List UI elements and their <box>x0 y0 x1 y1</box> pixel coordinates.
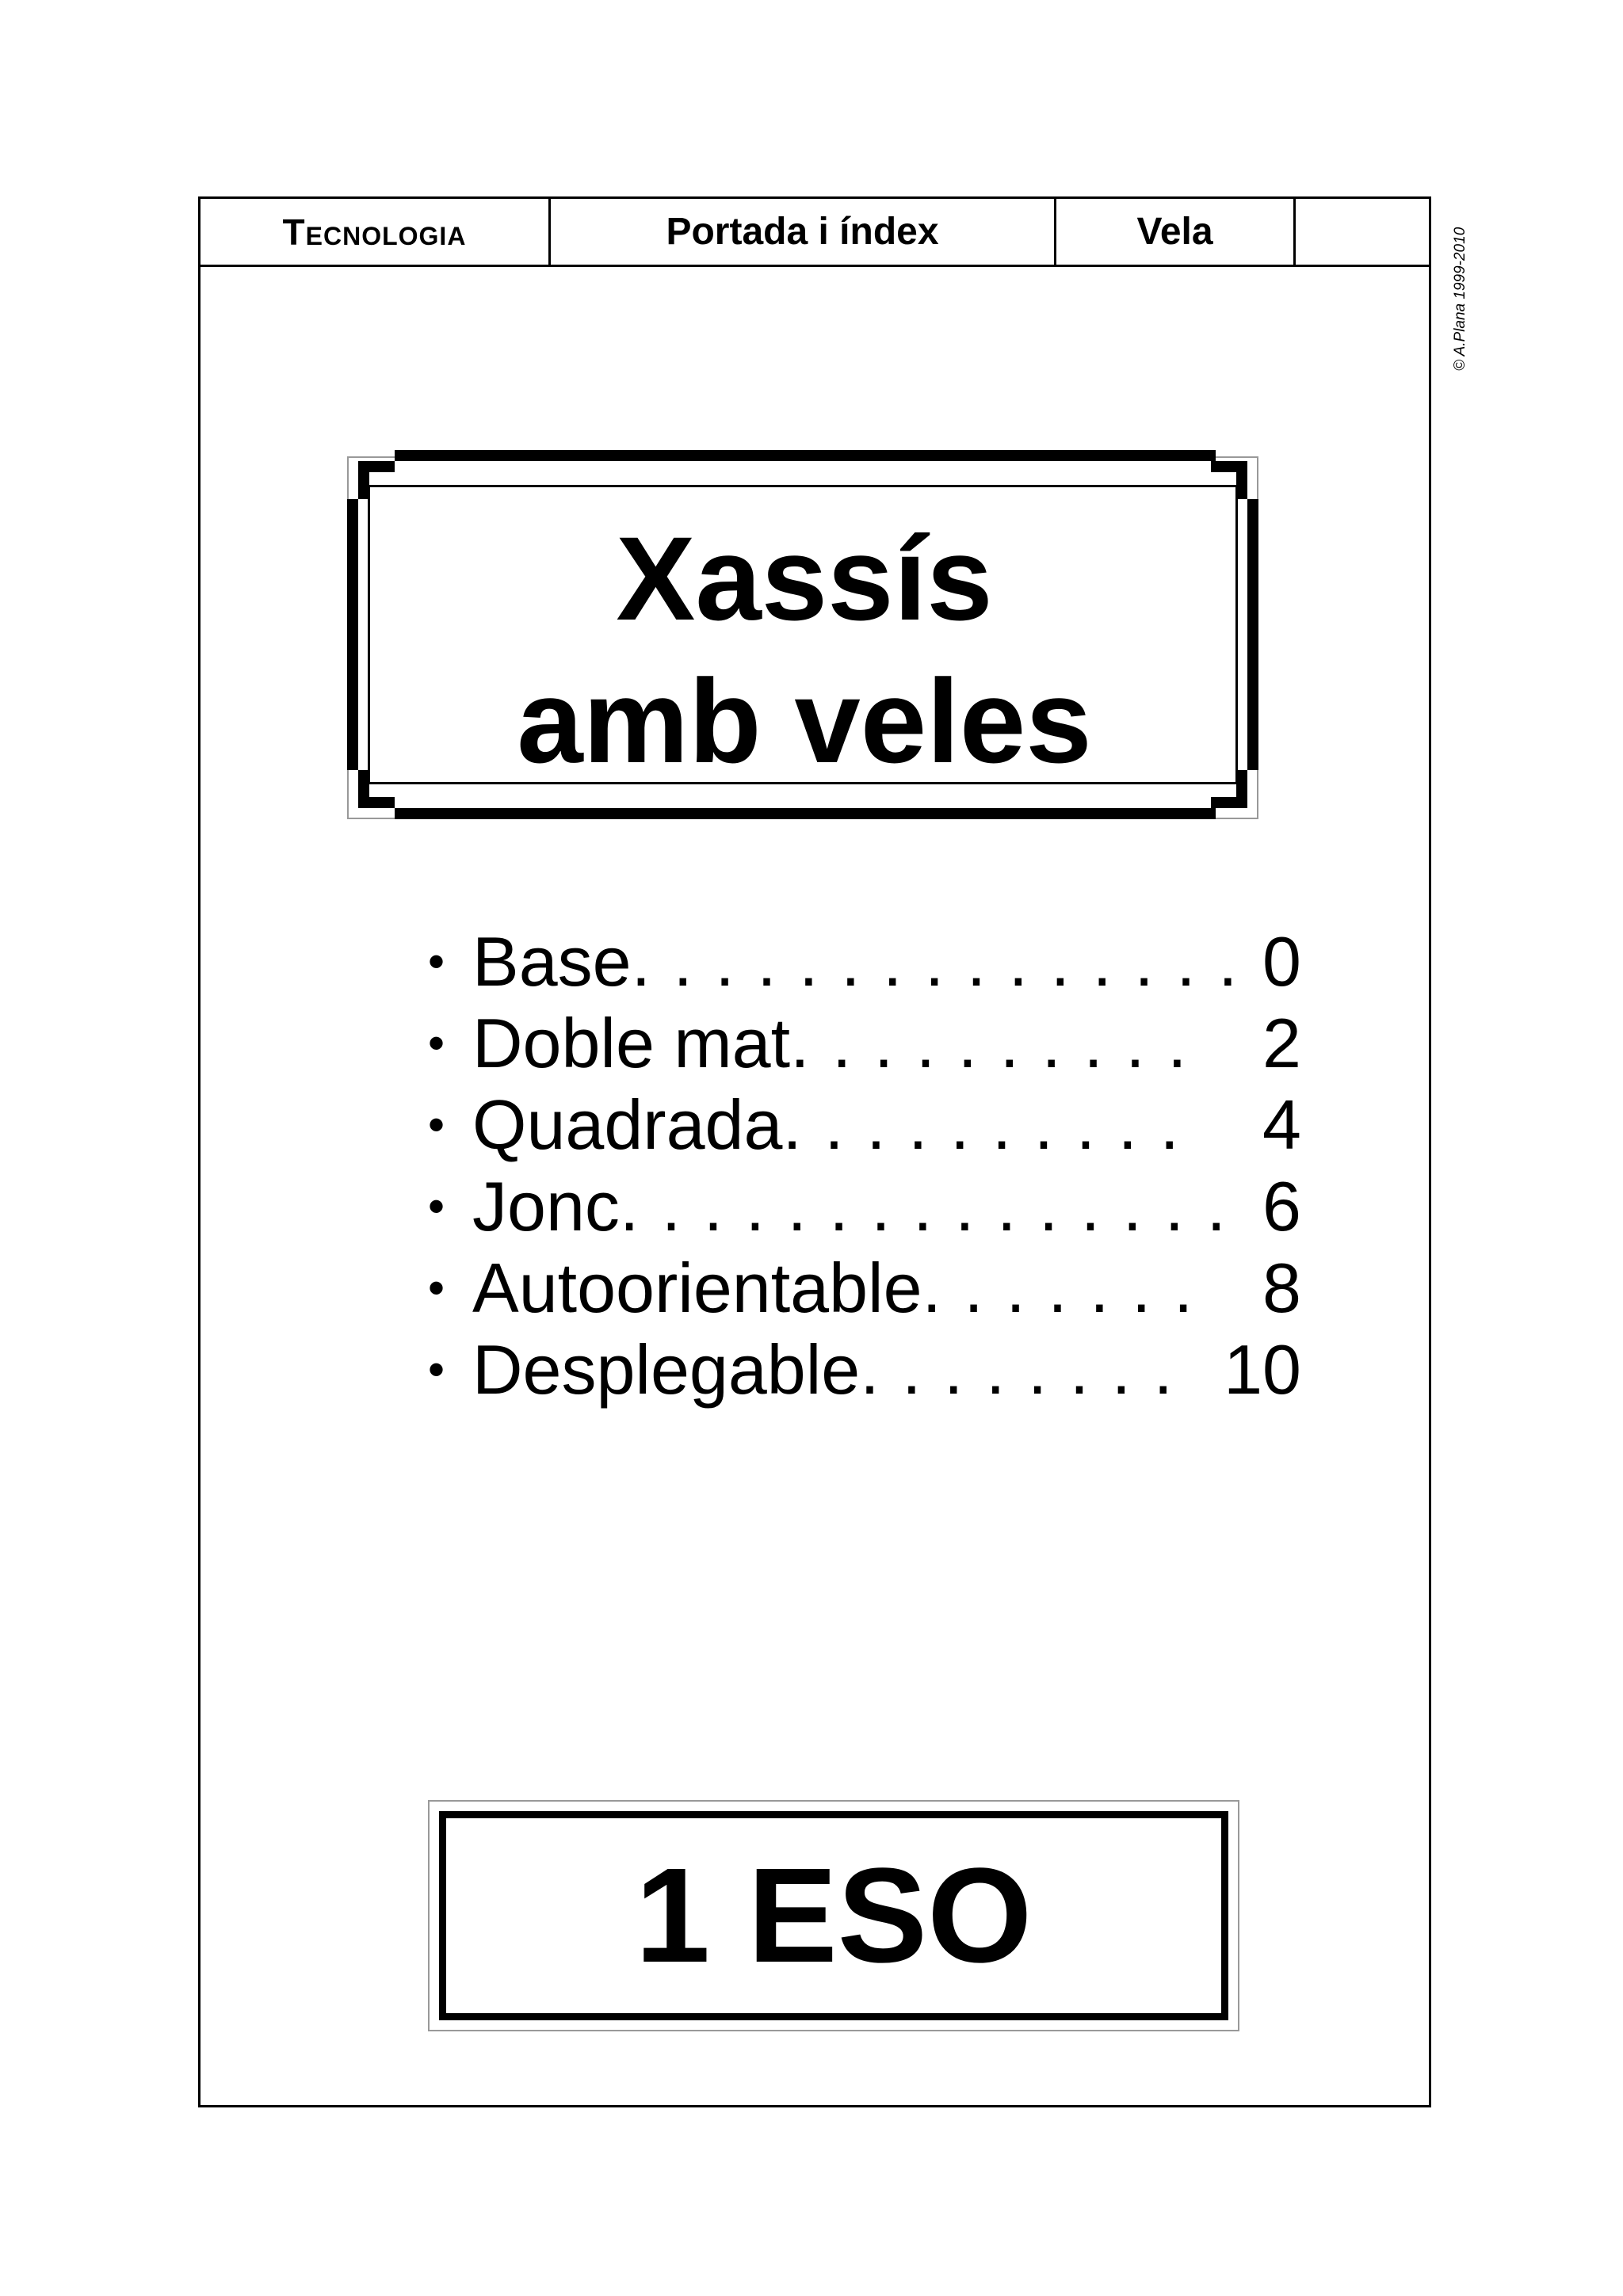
index-item-page: 8 <box>1262 1249 1301 1327</box>
index-list <box>428 921 1316 1410</box>
index-item-leader: . . . . . . . <box>922 1249 1195 1327</box>
bullet-icon: • <box>428 935 445 988</box>
header-subject: Tecnologia <box>200 199 551 265</box>
title-line-2: amb veles <box>517 654 1092 788</box>
index-item-page: 6 <box>1262 1167 1301 1245</box>
index-item-page: 4 <box>1262 1085 1301 1164</box>
grade-box <box>428 1800 1239 2031</box>
index-item-leader: . . . . . . . . . . <box>782 1085 1181 1164</box>
title-corner-tr-v <box>1236 461 1247 499</box>
index-item-leader: . . . . . . . . . . . . . . . <box>619 1167 1228 1245</box>
title-bar-top <box>395 450 1216 461</box>
document-title <box>347 507 1262 792</box>
index-item-label: Desplegable <box>472 1330 861 1409</box>
header-blank-cell <box>1296 199 1429 265</box>
bullet-icon: • <box>428 1261 445 1314</box>
index-item-label: Base <box>472 922 632 1001</box>
title-box <box>347 450 1262 827</box>
index-item <box>428 1084 1316 1165</box>
index-item <box>428 1247 1316 1329</box>
index-item-leader: . . . . . . . . <box>860 1330 1174 1409</box>
index-item-leader: . . . . . . . . . . <box>790 1004 1189 1082</box>
bullet-icon: • <box>428 1180 445 1233</box>
copyright-notice: © A.Plana 1999-2010 <box>1452 227 1468 371</box>
index-item-label: Autoorientable <box>472 1249 922 1327</box>
index-item <box>428 1329 1316 1410</box>
header-bar <box>200 199 1429 267</box>
bullet-icon: • <box>428 1343 445 1396</box>
title-bar-bottom <box>395 808 1216 819</box>
header-section: Portada i índex <box>551 199 1056 265</box>
index-item <box>428 921 1316 1002</box>
index-item-label: Quadrada <box>472 1085 783 1164</box>
index-item-page: 2 <box>1262 1004 1301 1082</box>
index-item-page: 0 <box>1262 922 1301 1001</box>
index-item <box>428 1002 1316 1084</box>
index-item <box>428 1165 1316 1247</box>
index-item-page: 10 <box>1224 1330 1301 1409</box>
bullet-icon: • <box>428 1098 445 1151</box>
header-topic: Vela <box>1056 199 1296 265</box>
index-item-label: Doble mat <box>472 1004 791 1082</box>
grade-label: 1 ESO <box>439 1811 1228 2020</box>
title-line-1: Xassís <box>616 512 993 645</box>
bullet-icon: • <box>428 1016 445 1070</box>
index-item-label: Jonc <box>472 1167 620 1245</box>
index-item-leader: . . . . . . . . . . . . . . . <box>631 922 1239 1001</box>
